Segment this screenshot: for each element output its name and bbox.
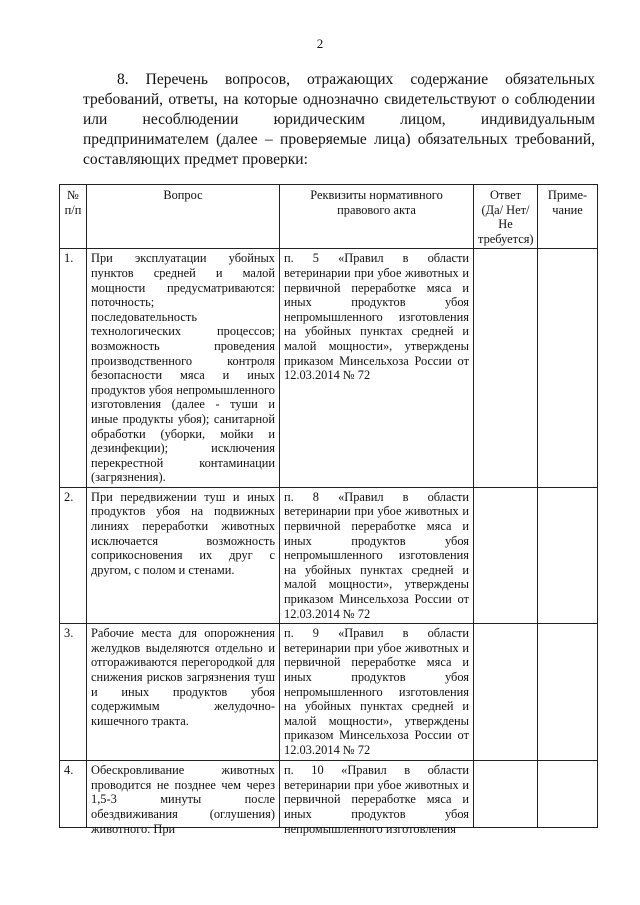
row-requisites: п. 8 «Правил в области ветеринарии при убое животных и первичной переработке мяса и иных продуктов убоя непромышленного изготовления на убойных пунктах средней и малой мощности», утверждены приказом Минсельхоза России от 12.03.2014 № 72 <box>280 487 474 623</box>
table-row <box>60 624 598 761</box>
answer-cell[interactable] <box>474 761 538 828</box>
row-question <box>87 487 280 623</box>
question-clip <box>91 763 275 836</box>
row-question <box>87 624 280 761</box>
table-header-row <box>60 185 598 249</box>
row-num: 4. <box>60 761 87 828</box>
answer-cell[interactable] <box>474 249 538 488</box>
table-row <box>60 249 598 488</box>
header-note: Приме-чание <box>538 185 598 249</box>
header-question: Вопрос <box>87 185 280 249</box>
row-question <box>87 761 280 836</box>
page-number: 2 <box>316 36 324 51</box>
question-paragraph: При передвижении туш и иных продуктов убоя на подвижных линиях переработки животных исключается возможность соприкосновения их друг с другом, с полом и стенами. <box>91 489 275 577</box>
note-cell[interactable] <box>538 624 598 761</box>
requirements-table <box>59 184 598 836</box>
row-num: 3. <box>60 624 87 761</box>
note-cell[interactable] <box>538 761 598 828</box>
row-question <box>87 249 280 488</box>
answer-cell[interactable] <box>474 487 538 623</box>
header-num: № п/п <box>60 185 87 249</box>
header-answer: Ответ (Да/ Нет/ Не требуется) <box>474 185 538 249</box>
note-cell[interactable] <box>538 249 598 488</box>
requisites-clip: п. 10 «Правил в области ветеринарии при убое животных и первичной переработке мяса и иных продуктов убоя непромышленного изготовления <box>284 763 469 836</box>
question-paragraph: При эксплуатации убойных пунктов средней и малой мощности предусматриваются: поточность; <box>91 251 275 310</box>
row-num: 2. <box>60 487 87 623</box>
row-requisites: п. 9 «Правил в области ветеринарии при убое животных и первичной переработке мяса и иных продуктов убоя непромышленного изготовления на убойных пунктах средней и малой мощности», утверждены приказом Минсельхоза России от 12.03.2014 № 72 <box>280 624 474 761</box>
note-cell[interactable] <box>538 487 598 623</box>
row-requisites: п. 5 «Правил в области ветеринарии при убое животных и первичной переработке мяса и иных продуктов убоя непромышленного изготовления на убойных пунктах средней и малой мощности», утверждены приказом Минсельхоза России от 12.03.2014 № 72 <box>280 249 474 488</box>
question-paragraph: последовательность технологических процессов; возможность проведения производственного контроля безопасности мяса и иных продуктов убоя непромышленного изготовления (далее - туши и иные продукты убоя); санитарной обработки (уборки, мойки и дезинфекции); исключения перекрестной контаминации (загрязнения). <box>91 309 275 485</box>
question-paragraph: Обескровливание животных проводится не позднее чем через 1,5-3 минуты после обездвиживания (оглушения) животного. При <box>91 763 275 836</box>
header-requisites: Реквизиты нормативного правового акта <box>280 185 474 249</box>
answer-cell[interactable] <box>474 624 538 761</box>
table-row <box>60 487 598 623</box>
row-num: 1. <box>60 249 87 488</box>
row-requisites <box>280 761 474 836</box>
table-row <box>60 761 598 828</box>
intro-paragraph: 8. Перечень вопросов, отражающих содержание обязательных требований, ответы, на которые однозначно свидетельствуют о соблюдении или несоблюдении юридическим лицом, индивидуальным предпринимателем (далее – проверяемые лица) обязательных требований, составляющих предмет проверки: <box>83 71 595 168</box>
question-paragraph: Рабочие места для опорожнения желудков выделяются отдельно и отгораживаются перегородкой для снижения рисков загрязнения туш и иных продуктов убоя содержимым желудочно-кишечного тракта. <box>91 626 275 728</box>
